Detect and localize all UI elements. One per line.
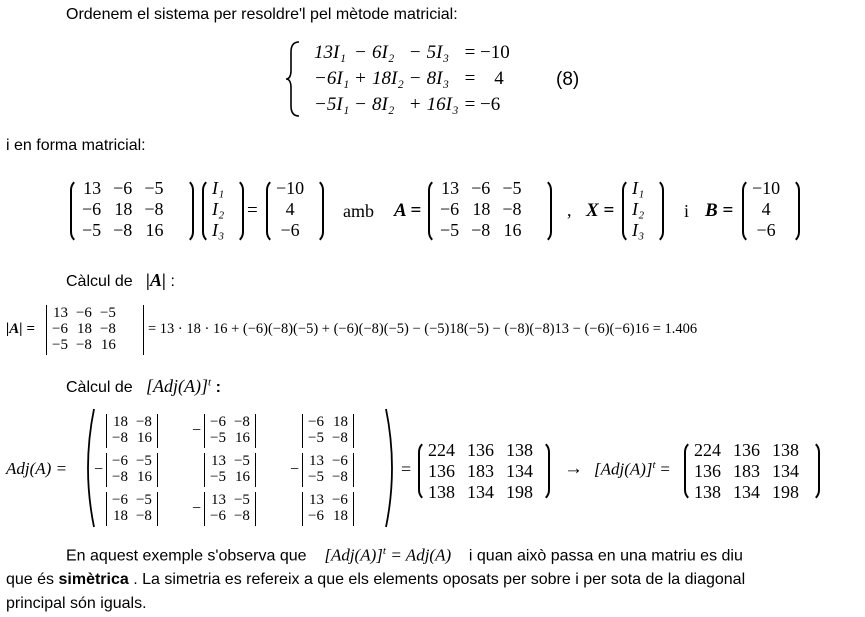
minor-determinant: −6 −5 −8 16 <box>106 453 158 487</box>
cofactor-cell <box>288 412 386 451</box>
left-paren-icon <box>266 178 278 244</box>
minor-determinant: −6 18 −5 −8 <box>302 414 354 448</box>
right-paren-icon <box>232 178 244 244</box>
matrix-A: 13 −6 −5 −6 18 −8 −5 −8 16 <box>70 178 194 244</box>
det-bar-icon <box>204 453 205 487</box>
vector-X: I₁ I₂ I₃ <box>202 178 244 244</box>
left-paren-icon <box>70 178 82 244</box>
equals-sign: = <box>247 200 258 221</box>
comma: , <box>567 200 572 220</box>
adj-transpose-label: $[Adj(A)]^t$ = <box>594 459 670 479</box>
operator: − <box>409 68 421 89</box>
term: −6I₁ <box>314 68 350 89</box>
det-bar-icon <box>204 414 205 448</box>
det-bar-icon <box>302 492 303 526</box>
det-heading: Càlcul de |A| : <box>66 270 175 290</box>
matrix-A-def: 13 −6 −5 −6 18 −8 −5 −8 16 <box>428 178 552 244</box>
right-paren-icon <box>538 440 550 502</box>
minor-determinant: 18 −8 −8 16 <box>106 414 158 448</box>
term: −5I₁ <box>314 94 350 115</box>
det-bar-icon <box>157 492 158 526</box>
amb-word: amb <box>343 201 374 221</box>
rhs: = −6 <box>464 94 501 115</box>
X-label: X = <box>586 200 615 221</box>
det-matrix: 13 −6 −5 −6 18 −8 −5 −8 16 <box>46 305 144 355</box>
cofactor-sign: − <box>192 422 202 439</box>
operator: + <box>355 68 366 89</box>
cofactor-cell <box>288 451 386 490</box>
vector-B-def: −10 4 −6 <box>742 178 800 244</box>
term: 6I₂ <box>371 42 395 63</box>
det-bar-icon <box>255 492 256 526</box>
det-bar-icon <box>302 453 303 487</box>
det-bar-icon <box>157 414 158 448</box>
right-paren-icon <box>312 178 324 244</box>
det-bar-icon <box>106 492 107 526</box>
vector-X-def: I₁ I₂ I₃ <box>622 178 664 244</box>
cofactor-sign: − <box>290 461 300 478</box>
minor-determinant: −6 −8 −5 16 <box>204 414 256 448</box>
equation-number: (8) <box>556 69 580 90</box>
matrix-form-label: i en forma matricial: <box>6 137 146 154</box>
right-paren-icon <box>788 178 800 244</box>
det-bar-icon <box>204 492 205 526</box>
det-bar-icon <box>255 414 256 448</box>
right-paren-icon <box>652 178 664 244</box>
det-bar-icon <box>46 305 47 355</box>
cofactor-cell <box>190 412 288 451</box>
left-paren-icon <box>202 178 214 244</box>
left-paren-icon <box>684 440 696 502</box>
cofactor-cell <box>190 490 288 529</box>
cofactor-cell <box>92 412 190 451</box>
det-bar-icon <box>353 414 354 448</box>
rhs: = −10 <box>464 42 510 63</box>
term: 18I₂ <box>371 68 404 89</box>
vector-B: −10 4 −6 <box>266 178 324 244</box>
right-paren-icon <box>808 440 820 502</box>
operator: − <box>355 42 366 63</box>
minor-determinant: 13 −6 −6 18 <box>302 492 354 526</box>
system-row <box>311 92 513 118</box>
left-paren-icon <box>742 178 754 244</box>
conclusion-line-1: En aquest exemple s'observa que $[Adj(A)]^t = Adj(A)$ i quan això passa en una matriu es diu <box>66 545 743 565</box>
det-bar-icon <box>106 414 107 448</box>
arrow-icon: → <box>564 458 583 479</box>
minor-determinant: 13 −6 −5 −8 <box>302 453 354 487</box>
term: 8I₃ <box>426 68 450 89</box>
term: 13I₁ <box>314 42 346 63</box>
left-paren-icon <box>418 440 430 502</box>
i-word: i <box>684 201 690 221</box>
det-bar-icon <box>106 453 107 487</box>
term: 16I₃ <box>426 94 459 115</box>
term: 5I₃ <box>426 42 450 63</box>
det-bar-icon <box>157 453 158 487</box>
cofactor-sign: − <box>192 500 202 517</box>
intro-text: Ordenem el sistema per resoldre'l pel mètode matricial: <box>66 6 458 23</box>
cofactor-cell <box>288 490 386 529</box>
minor-determinant: 13 −5 −6 −8 <box>204 492 256 526</box>
conclusion-line-2: que és simètrica . La simetria es refereix a que els elements oposats per sobre i per sota de la diagonal <box>6 571 746 588</box>
det-expansion: = 13 · 18 · 16 + (−6)(−8)(−5) + (−6)(−8)(−5) − (−5)18(−5) − (−8)(−8)13 − (−6)(−6)16 = 1.406 <box>148 321 698 337</box>
operator: + <box>409 94 421 115</box>
cofactor-cell <box>92 490 190 529</box>
det-bar-icon <box>143 305 144 355</box>
B-label: B = <box>705 200 734 221</box>
rhs: = 4 <box>464 68 504 89</box>
big-right-paren-icon <box>384 408 400 528</box>
system-row <box>311 66 513 92</box>
adj-lhs: Adj(A) = <box>6 459 68 478</box>
cofactor-cell <box>92 451 190 490</box>
minor-determinant: −6 −5 18 −8 <box>106 492 158 526</box>
conclusion-line-3: principal són iguals. <box>6 595 147 612</box>
det-bar-icon <box>353 453 354 487</box>
cofactor-sign: − <box>94 461 104 478</box>
right-paren-icon <box>182 178 194 244</box>
det-bar-icon <box>353 492 354 526</box>
left-brace-icon <box>285 40 301 118</box>
bold-term: simètrica <box>58 571 129 588</box>
adj-result-matrix: 224 136 138 136 183 134 138 134 198 <box>418 440 550 502</box>
det-bar-icon <box>255 453 256 487</box>
left-paren-icon <box>428 178 440 244</box>
det-symbol: |A| <box>146 270 166 290</box>
det-lhs: |A| = <box>6 321 35 337</box>
adj-heading: Càlcul de $[Adj(A)]^t$ : <box>66 376 221 396</box>
det-bar-icon <box>302 414 303 448</box>
cofactor-cell <box>190 451 288 490</box>
adj-transposed-matrix: 224 136 138 136 183 134 138 134 198 <box>684 440 820 502</box>
right-paren-icon <box>540 178 552 244</box>
system-table <box>311 40 513 118</box>
term: 8I₂ <box>371 94 395 115</box>
minor-determinant: 13 −5 −5 16 <box>204 453 256 487</box>
system-row <box>311 40 513 66</box>
left-paren-icon <box>622 178 634 244</box>
A-label: A = <box>394 200 422 221</box>
equals-sign: = <box>401 459 412 479</box>
operator: − <box>409 42 421 63</box>
minors-grid <box>92 412 386 528</box>
operator: − <box>355 94 366 115</box>
